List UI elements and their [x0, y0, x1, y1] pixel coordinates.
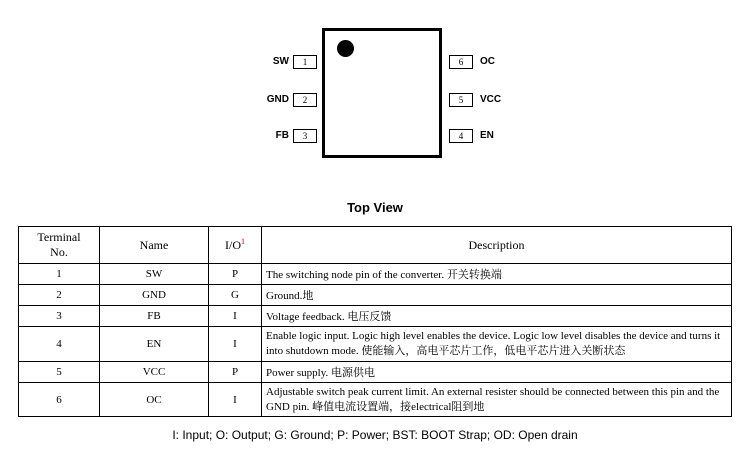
- pin-label-sw: SW: [272, 56, 289, 67]
- cell-name: GND: [100, 285, 209, 306]
- cell-description: Ground.地: [262, 285, 732, 306]
- cell-terminal-no: 1: [19, 264, 100, 285]
- pin-label-gnd: GND: [266, 94, 289, 105]
- table-row: [19, 327, 732, 362]
- table-row: [19, 306, 732, 327]
- cell-io: I: [209, 306, 262, 327]
- table-row: [19, 264, 732, 285]
- pin-box-5: 5: [449, 93, 473, 107]
- pin-label-oc: OC: [480, 56, 495, 67]
- cell-terminal-no: 2: [19, 285, 100, 306]
- cell-name: FB: [100, 306, 209, 327]
- table-row: [19, 361, 732, 382]
- cell-description: Voltage feedback. 电压反馈: [262, 306, 732, 327]
- pin-label-vcc: VCC: [480, 94, 502, 105]
- cell-terminal-no: 3: [19, 306, 100, 327]
- table-header-row: [19, 227, 732, 264]
- table-row: [19, 382, 732, 417]
- table-row: [19, 285, 732, 306]
- header-terminal-no: [19, 227, 100, 264]
- pin-description-table: [18, 226, 732, 417]
- header-terminal-no-line1: Terminal: [37, 230, 81, 244]
- header-description: Description: [262, 227, 732, 264]
- cell-io: G: [209, 285, 262, 306]
- diagram-caption: Top View: [347, 200, 403, 215]
- pin-box-2: 2: [293, 93, 317, 107]
- pin1-indicator-dot: [337, 40, 354, 57]
- pin-box-3: 3: [293, 129, 317, 143]
- cell-description: Adjustable switch peak current limit. An external resister should be connected between this pin and the GND pin. 峰值电流设置端，接electrical阻到地: [262, 382, 732, 417]
- cell-description: Power supply. 电源供电: [262, 361, 732, 382]
- header-name: Name: [100, 227, 209, 264]
- package-diagram: [0, 0, 750, 190]
- cell-io: I: [209, 382, 262, 417]
- cell-io: P: [209, 361, 262, 382]
- cell-terminal-no: 6: [19, 382, 100, 417]
- pin-box-1: 1: [293, 55, 317, 69]
- cell-terminal-no: 5: [19, 361, 100, 382]
- header-io: [209, 227, 262, 264]
- header-terminal-no-line2: No.: [50, 245, 68, 259]
- header-io-text: I/O: [225, 238, 241, 252]
- header-io-footnote-marker: 1: [241, 237, 245, 246]
- pin-box-6: 6: [449, 55, 473, 69]
- cell-description: The switching node pin of the converter. 开关转换端: [262, 264, 732, 285]
- pin-box-4: 4: [449, 129, 473, 143]
- cell-name: EN: [100, 327, 209, 362]
- cell-io: I: [209, 327, 262, 362]
- cell-name: VCC: [100, 361, 209, 382]
- table-footnote: I: Input; O: Output; G: Ground; P: Power; BST: BOOT Strap; OD: Open drain: [172, 428, 578, 442]
- pin-label-fb: FB: [275, 130, 289, 141]
- cell-name: OC: [100, 382, 209, 417]
- cell-description: Enable logic input. Logic high level enables the device. Logic low level disables the device and turns it into shutdown mode. 使能输入，高电平芯片工作，低电平芯片进入关断状态: [262, 327, 732, 362]
- cell-terminal-no: 4: [19, 327, 100, 362]
- cell-name: SW: [100, 264, 209, 285]
- cell-io: P: [209, 264, 262, 285]
- pin-label-en: EN: [480, 130, 494, 141]
